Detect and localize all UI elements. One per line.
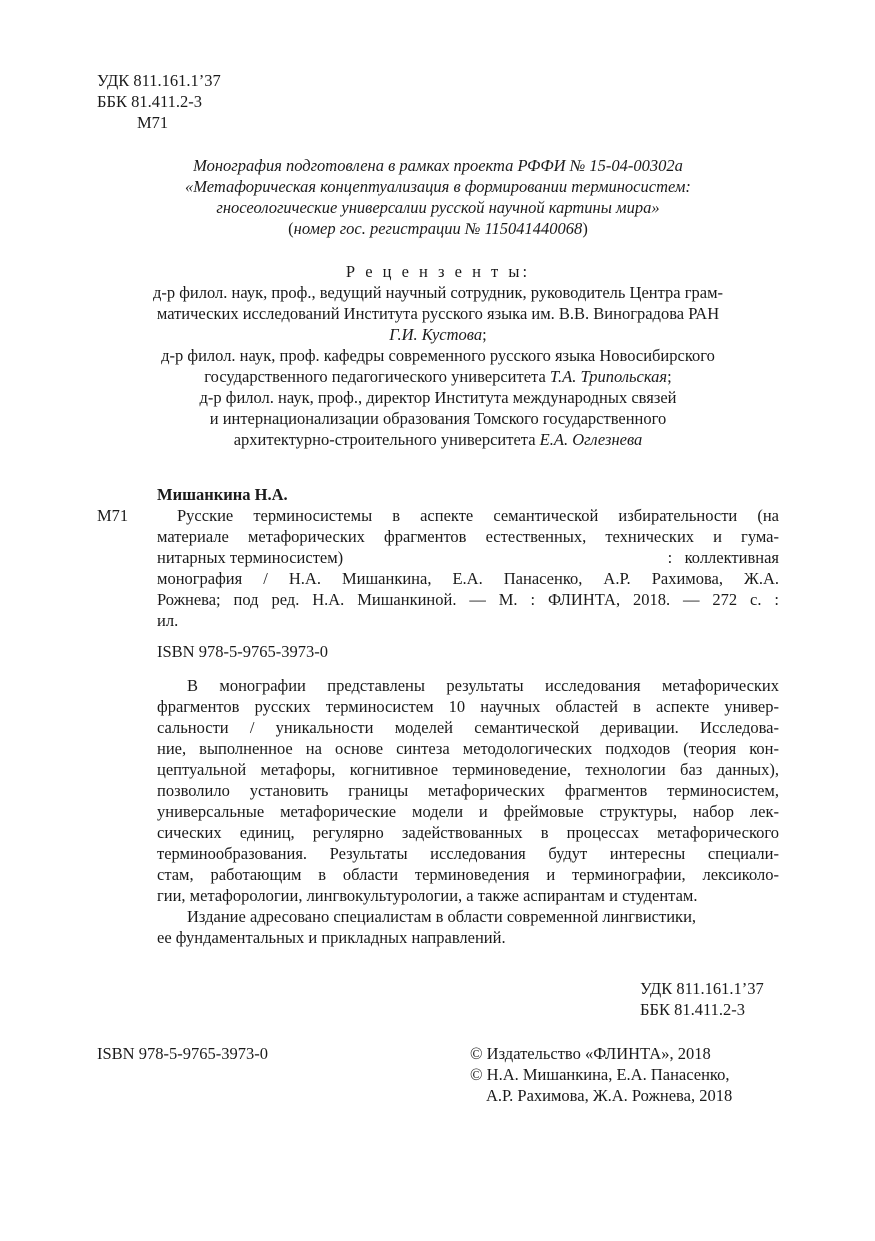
project-note-line: «Метафорическая концептуализация в формировании терминосистем: — [185, 177, 691, 196]
footer-udk-block — [640, 978, 764, 1020]
catalog-isbn: ISBN 978-5-9765-3973-0 — [157, 642, 328, 661]
reviewers-heading: Р е ц е н з е н т ы: — [345, 262, 531, 281]
abstract-line: стам, работающим в области терминоведения и терминографии, лексиколо- — [157, 865, 779, 884]
footer-udk: УДК 811.161.1’37 — [640, 979, 764, 998]
catalog-line: монография / Н.А. Мишанкина, Е.А. Панасенко, А.Р. Рахимова, Ж.А. — [157, 569, 779, 588]
reviewer-name: Т.А. Трипольская — [549, 367, 668, 386]
udk-code: УДК 811.161.1’37 — [97, 71, 221, 90]
abstract-line: гии, метафорологии, лингвокультурологии, а также аспирантам и студентам. — [157, 886, 698, 905]
abstract-line: универсальные метафорические модели и фреймовые структуры, набор лек- — [157, 802, 779, 821]
reviewers-block — [97, 261, 779, 450]
catalog-line: Русские терминосистемы в аспекте семантической избирательности (на — [177, 506, 779, 525]
catalog-line: Рожнева; под ред. Н.А. Мишанкиной. — М. : ФЛИНТА, 2018. — 272 с. : — [157, 590, 779, 609]
abstract-line: позволило установить границы метафорических фрагментов терминосистем, — [157, 781, 779, 800]
reviewer-line: д-р филол. наук, проф. кафедры современного русского языка Новосибирского — [161, 346, 715, 365]
reviewer-line: д-р филол. наук, проф., директор Института международных связей — [199, 388, 677, 407]
catalog-author: Мишанкина Н.А. — [157, 485, 288, 504]
catalog-description — [157, 505, 779, 631]
reviewer-line: архитектурно-строительного университета Е.А. Оглезнева — [233, 430, 643, 449]
copyright-line: А.Р. Рахимова, Ж.А. Рожнева, 2018 — [486, 1086, 733, 1105]
footer-isbn: ISBN 978-5-9765-3973-0 — [97, 1044, 268, 1063]
copyright-line: © Н.А. Мишанкина, Е.А. Панасенко, — [470, 1065, 730, 1084]
abstract-line: ние, выполненное на основе синтеза методологических подходов (теория кон- — [157, 739, 779, 758]
reviewer-line: государственного педагогического университета Т.А. Трипольская; — [204, 367, 672, 386]
abstract-line: фрагментов русских терминосистем 10 научных областей в аспекте универ- — [157, 697, 779, 716]
catalog-line: нитарных терминосистем) : коллективная — [157, 548, 779, 567]
registration-number: (номер гос. регистрации № 115041440068) — [288, 219, 588, 238]
abstract-line: ее фундаментальных и прикладных направлений. — [157, 928, 506, 947]
abstract-line: Издание адресовано специалистам в области современной лингвистики, — [187, 907, 697, 926]
abstract-line: сальности / уникальности моделей семантической деривации. Исследова- — [157, 718, 779, 737]
reviewer-name: Г.И. Кустова; — [389, 325, 487, 344]
catalog-line: материале метафорических фрагментов естественных, технических и гума- — [157, 527, 779, 546]
reviewer-line: матических исследований Института русского языка им. В.В. Виноградова РАН — [156, 304, 720, 323]
copyright-block — [470, 1043, 732, 1106]
abstract-line: терминообразования. Результаты исследования будут интересны специали- — [157, 844, 779, 863]
reviewer-line: д-р филол. наук, проф., ведущий научный сотрудник, руководитель Центра грам- — [152, 283, 724, 302]
abstract — [157, 675, 779, 948]
catalog-code: М71 — [97, 506, 129, 525]
copyright-line: © Издательство «ФЛИНТА», 2018 — [470, 1044, 711, 1063]
footer-bbk: ББК 81.411.2-3 — [640, 1000, 745, 1019]
reviewer-line: и интернационализации образования Томского государственного — [209, 409, 667, 428]
project-note-line: гносеологические универсалии русской научной картины мира» — [216, 198, 660, 217]
udk-block — [97, 70, 221, 133]
abstract-line: В монографии представлены результаты исследования метафорических — [187, 676, 779, 695]
catalog-line: ил. — [157, 611, 179, 630]
abstract-line: цептуальной метафоры, когнитивное терминоведение, технологии баз данных), — [157, 760, 779, 779]
reviewer-name: Е.А. Оглезнева — [539, 430, 643, 449]
project-note — [97, 155, 779, 239]
bbk-code: ББК 81.411.2-3 — [97, 92, 202, 111]
abstract-line: сических единиц, регулярно задействованных в процессах метафорического — [157, 823, 779, 842]
project-note-line: Монография подготовлена в рамках проекта РФФИ № 15-04-00302а — [193, 156, 683, 175]
author-mark: М71 — [137, 113, 169, 132]
